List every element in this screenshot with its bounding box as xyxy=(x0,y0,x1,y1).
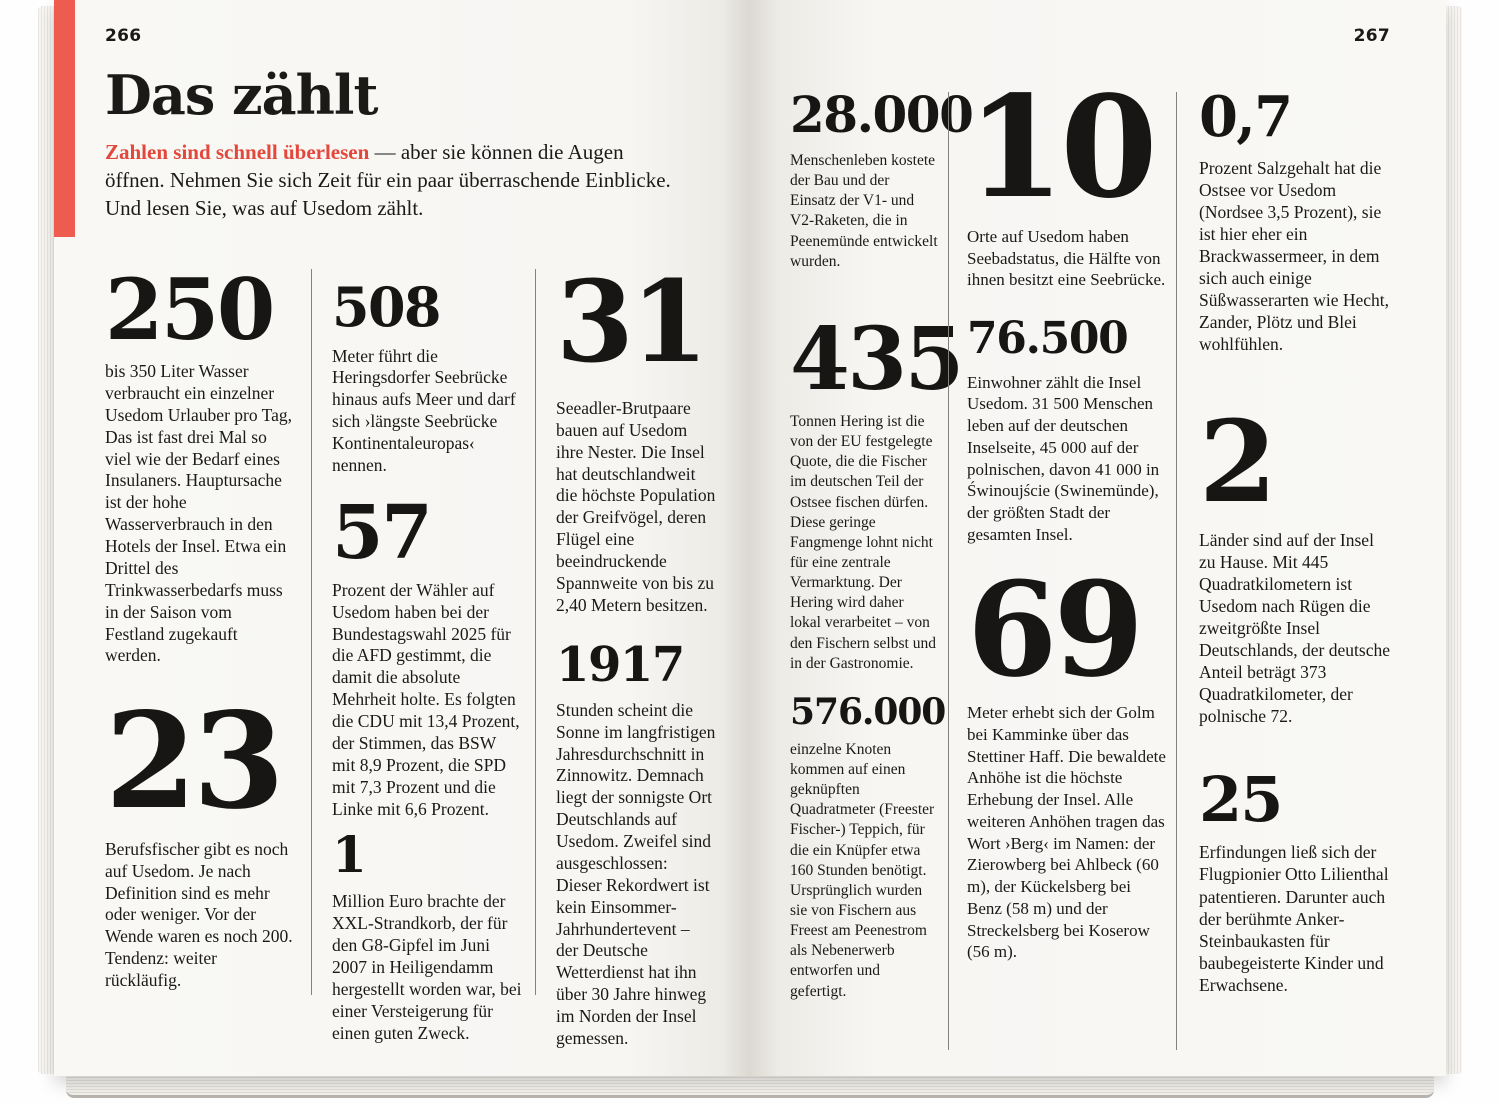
stat-item xyxy=(332,825,523,1044)
stat-item xyxy=(332,274,523,477)
stat-text: Länder sind auf der Insel zu Hause. Mit 445 Quadratkilometern ist Usedom nach Rügen die zweitgrößte Insel Deutschlands, der deutsche Anteil beträgt 373 Quadratkilometer, der polnische 72. xyxy=(1199,529,1390,727)
stat-item xyxy=(967,313,1166,545)
stat-text: Seeadler-Brutpaare bauen auf Usedom ihre Nester. Die Insel hat deutschlandweit die höchste Population der Greifvögel, deren Flügel eine beeindruckende Spannweite von bis zu 2,40 Metern besitzen. xyxy=(556,397,716,615)
stat-text: Menschenleben kostete der Bau und der Einsatz der V1- und V2-Raketen, die in Peenemünde entwickelt wurden. xyxy=(790,152,938,270)
left-columns xyxy=(105,256,716,1048)
book-spread xyxy=(54,0,1446,1076)
stat-text: Stunden scheint die Sonne im langfristigen Jahresdurchschnitt in Zinnowitz. Demnach liegt der sonnigste Ort Deutschlands auf Usedom. Zweifel sind ausgeschlossen: Dieser Rekordwert ist kein Einsommer-Jahrhundertevent – der Deutsche Wetterdienst hat ihn über 30 Jahre hinweg im Norden der Insel gemessen. xyxy=(556,699,716,1048)
stat-item xyxy=(105,259,295,668)
left-page xyxy=(54,0,750,1076)
stat-number: 435 xyxy=(790,308,962,410)
stat-number: 69 xyxy=(967,552,1141,706)
stat-text: Prozent Salzgehalt hat die Ostsee vor Usedom (Nordsee 3,5 Prozent), sie ist hier eher ein Brackwassermeer, in dem sich auch einige Süßwasserarten wie Hecht, Zander, Plötz und Blei wohlfühlen. xyxy=(1199,157,1390,354)
intro-lead: Zahlen sind schnell überlesen xyxy=(105,140,370,165)
stat-text: Million Euro brachte der XXL-Strandkorb, der für den G8-Gipfel im Juni 2007 in Heiligendamm hergestellt worden war, bei einer Versteigerung für einen guten Zweck. xyxy=(332,891,522,1043)
stat-item xyxy=(556,256,716,617)
red-accent-bar xyxy=(54,0,75,237)
stat-text: Tonnen Hering ist die von der EU festgelegte Quote, die die Fischer im deutschen Teil der Ostsee fischen dürfen. Diese geringe Fangmenge lohnt nicht für eine zentrale Vermarktung. Der Hering wird daher lokal verarbeitet – von den Fischern selbst und in der Gastronomie. xyxy=(790,412,936,672)
right-columns xyxy=(790,66,1390,1050)
stat-column xyxy=(311,269,535,1043)
stat-number: 10 xyxy=(967,66,1154,230)
stat-number: 508 xyxy=(332,274,440,339)
stat-number: 23 xyxy=(105,684,281,840)
stat-number: 25 xyxy=(1199,763,1282,837)
right-page xyxy=(750,0,1446,1076)
stat-number: 57 xyxy=(332,489,431,576)
stat-item xyxy=(1199,763,1390,995)
stat-number: 2 xyxy=(1199,396,1274,528)
stat-item xyxy=(1199,84,1390,355)
stat-number: 28.000 xyxy=(790,85,973,144)
stat-number: 1917 xyxy=(556,636,684,693)
stat-number: 0,7 xyxy=(1199,84,1292,150)
stat-item xyxy=(967,66,1166,291)
stat-number: 250 xyxy=(105,259,273,359)
stat-number: 76.500 xyxy=(967,313,1128,365)
stat-number: 1 xyxy=(332,825,366,885)
stat-text: einzelne Knoten kommen auf einen geknüpften Quadratmeter (Freester Fischer-) Teppich, für die ein Knüpfer etwa 160 Stunden benötigt. Ursprünglich wurden sie von Fischern aus Freest am Peenestrom als Nebenerwerb entworfen und gefertigt. xyxy=(790,740,935,1000)
stat-column xyxy=(1176,84,1390,1050)
stat-item xyxy=(790,690,946,1002)
stat-item xyxy=(1199,396,1390,727)
stat-column xyxy=(790,85,973,1050)
intro-rest: — aber sie können die Augen öffnen. Nehmen Sie sich Zeit für ein paar überraschende Einblicke. Und lesen Sie, was auf Usedom zählt. xyxy=(105,140,671,220)
stat-text: Erfindungen ließ sich der Flugpionier Otto Lilienthal patentieren. Darunter auch der berühmte Anker-Steinbaukasten für baubegeisterte Kinder und Erwachsene. xyxy=(1199,842,1389,995)
stat-text: Einwohner zählt die Insel Usedom. 31 500 Menschen leben auf der deutschen Inselseite, 45 000 auf der polnischen, davon 41 000 in Świnoujście (Swinemünde), der größten Stadt der gesamten Insel. xyxy=(967,372,1160,544)
stat-item xyxy=(790,85,973,272)
stat-text: Orte auf Usedom haben Seebadstatus, die Hälfte von ihnen besitzt eine Seebrücke. xyxy=(967,226,1166,290)
stat-item xyxy=(967,552,1166,964)
stat-text: Meter führt die Heringsdorfer Seebrücke hinaus aufs Meer und darf sich ›längste Seebrücke Kontinentaleuropas‹ nennen. xyxy=(332,345,516,475)
stat-text: Meter erhebt sich der Golm bei Kamminke über das Stettiner Haff. Die bewaldete Anhöhe ist die höchste Erhebung der Insel. Alle weiteren Anhöhen tragen das Wort ›Berg‹ im Namen: der Zierowberg bei Ahlbeck (60 m), der Kückelsberg bei Benz (58 m) und der Streckelsberg bei Koserow (56 m). xyxy=(967,703,1166,962)
stat-item xyxy=(556,636,716,1050)
stat-item xyxy=(790,308,962,674)
stat-number: 576.000 xyxy=(790,690,946,733)
stat-text: Berufsfischer gibt es noch auf Usedom. Je nach Definition sind es mehr oder weniger. Vor der Wende waren es noch 200. Tendenz: weiter rückläufig. xyxy=(105,838,293,991)
page-edge-right xyxy=(1446,6,1462,1074)
page-number-left: 266 xyxy=(105,26,142,46)
page-title: Das zählt xyxy=(105,63,378,127)
stat-item xyxy=(332,489,523,821)
stat-number: 31 xyxy=(556,256,706,388)
page-edge-bottom xyxy=(66,1074,1434,1098)
page-number-right: 267 xyxy=(1353,26,1390,46)
page-edge-left xyxy=(38,6,54,1074)
stat-text: Prozent der Wähler auf Usedom haben bei der Bundestagswahl 2025 für die AFD gestimmt, die damit die absolute Mehrheit holte. Es folgten die CDU mit 13,4 Prozent, der Stimmen, das BSW mit 8,9 Prozent, die SPD mit 7,3 Prozent und die Linke mit 6,6 Prozent. xyxy=(332,579,520,819)
stat-item xyxy=(105,684,295,992)
stat-text: bis 350 Liter Wasser verbraucht ein einzelner Usedom Urlauber pro Tag, Das ist fast drei Mal so viel wie der Bedarf eines Insulaners. Hauptursache ist der hohe Wasserverbrauch in den Hotels der Insel. Etwa ein Drittel des Trinkwasserbedarfs muss in der Saison vom Festland zugekauft werden. xyxy=(105,361,293,666)
stat-column xyxy=(948,66,1176,1050)
stat-column xyxy=(105,259,311,995)
intro-paragraph xyxy=(105,139,677,223)
stat-column xyxy=(535,256,716,1048)
